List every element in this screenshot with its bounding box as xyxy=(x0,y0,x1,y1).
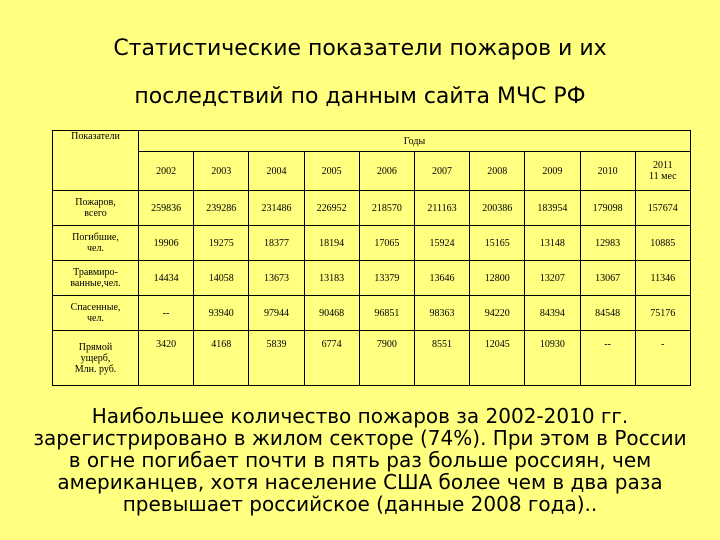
table-cell: 17065 xyxy=(359,226,414,261)
table-cell: 5839 xyxy=(249,331,304,386)
year-header: 2005 xyxy=(304,152,359,191)
summary-line-5: превышает российское (данные 2008 года).. xyxy=(122,492,598,516)
table-cell: 15165 xyxy=(470,226,525,261)
table-cell: 84394 xyxy=(525,296,580,331)
table-cell: 231486 xyxy=(249,191,304,226)
year-header: 2004 xyxy=(249,152,304,191)
table-cell: 15924 xyxy=(414,226,469,261)
fire-statistics-table xyxy=(52,130,691,386)
table-row xyxy=(53,296,691,331)
year-header: 2006 xyxy=(359,152,414,191)
summary-text xyxy=(0,405,720,515)
table-cell: 14434 xyxy=(139,261,194,296)
table-cell: 13207 xyxy=(525,261,580,296)
table-cell: 19275 xyxy=(194,226,249,261)
table-cell: 90468 xyxy=(304,296,359,331)
table-cell: -- xyxy=(139,296,194,331)
table-cell: 259836 xyxy=(139,191,194,226)
table-cell: 13379 xyxy=(359,261,414,296)
table-cell: 12983 xyxy=(580,226,635,261)
table-cell: 7900 xyxy=(359,331,414,386)
table-cell: 157674 xyxy=(635,191,690,226)
row-label: Погибшие, чел. xyxy=(53,226,139,261)
table-cell: 200386 xyxy=(470,191,525,226)
table-cell: 96851 xyxy=(359,296,414,331)
table-cell: -- xyxy=(580,331,635,386)
summary-line-3: в огне погибает почти в пять раз больше россиян, чем xyxy=(68,448,652,472)
table-cell: 226952 xyxy=(304,191,359,226)
table-cell: 18377 xyxy=(249,226,304,261)
table-cell: 13067 xyxy=(580,261,635,296)
year-header: 2003 xyxy=(194,152,249,191)
table-cell: 239286 xyxy=(194,191,249,226)
table-cell: 10885 xyxy=(635,226,690,261)
table-cell: 8551 xyxy=(414,331,469,386)
table-cell: 6774 xyxy=(304,331,359,386)
table-row xyxy=(53,226,691,261)
year-header: 2011 11 мес xyxy=(635,152,690,191)
table-cell: 13148 xyxy=(525,226,580,261)
corner-header: Показатели xyxy=(53,131,139,191)
year-header: 2007 xyxy=(414,152,469,191)
row-label: Травмиро- ванные,чел. xyxy=(53,261,139,296)
years-header: Годы xyxy=(139,131,691,152)
row-label: Спасенные, чел. xyxy=(53,296,139,331)
table-cell: 183954 xyxy=(525,191,580,226)
table-cell: 97944 xyxy=(249,296,304,331)
title-line-2: последствий по данным сайта МЧС РФ xyxy=(134,84,586,109)
year-header: 2002 xyxy=(139,152,194,191)
table-cell: - xyxy=(635,331,690,386)
table-cell: 12800 xyxy=(470,261,525,296)
table-cell: 13646 xyxy=(414,261,469,296)
summary-line-1: Наибольшее количество пожаров за 2002-2010 гг. xyxy=(91,404,629,428)
row-label: Прямой ущерб, Млн. руб. xyxy=(53,331,139,386)
table-row xyxy=(53,191,691,226)
year-header: 2010 xyxy=(580,152,635,191)
table-row xyxy=(53,331,691,386)
table-cell: 218570 xyxy=(359,191,414,226)
table-cell: 4168 xyxy=(194,331,249,386)
summary-line-4: американцев, хотя население США более чем в два раза xyxy=(57,470,663,494)
row-label: Пожаров, всего xyxy=(53,191,139,226)
table-cell: 93940 xyxy=(194,296,249,331)
title-line-1: Статистические показатели пожаров и их xyxy=(113,36,607,61)
year-header: 2008 xyxy=(470,152,525,191)
table-cell: 94220 xyxy=(470,296,525,331)
table-cell: 12045 xyxy=(470,331,525,386)
summary-line-2: зарегистрировано в жилом секторе (74%). При этом в России xyxy=(33,426,687,450)
table-cell: 13673 xyxy=(249,261,304,296)
table-cell: 179098 xyxy=(580,191,635,226)
table-cell: 14058 xyxy=(194,261,249,296)
table-row xyxy=(53,261,691,296)
table-cell: 11346 xyxy=(635,261,690,296)
year-header: 2009 xyxy=(525,152,580,191)
table-cell: 13183 xyxy=(304,261,359,296)
table-cell: 75176 xyxy=(635,296,690,331)
table-cell: 98363 xyxy=(414,296,469,331)
table-cell: 84548 xyxy=(580,296,635,331)
table-cell: 10930 xyxy=(525,331,580,386)
table-cell: 19906 xyxy=(139,226,194,261)
table-cell: 3420 xyxy=(139,331,194,386)
table-cell: 18194 xyxy=(304,226,359,261)
table-cell: 211163 xyxy=(414,191,469,226)
